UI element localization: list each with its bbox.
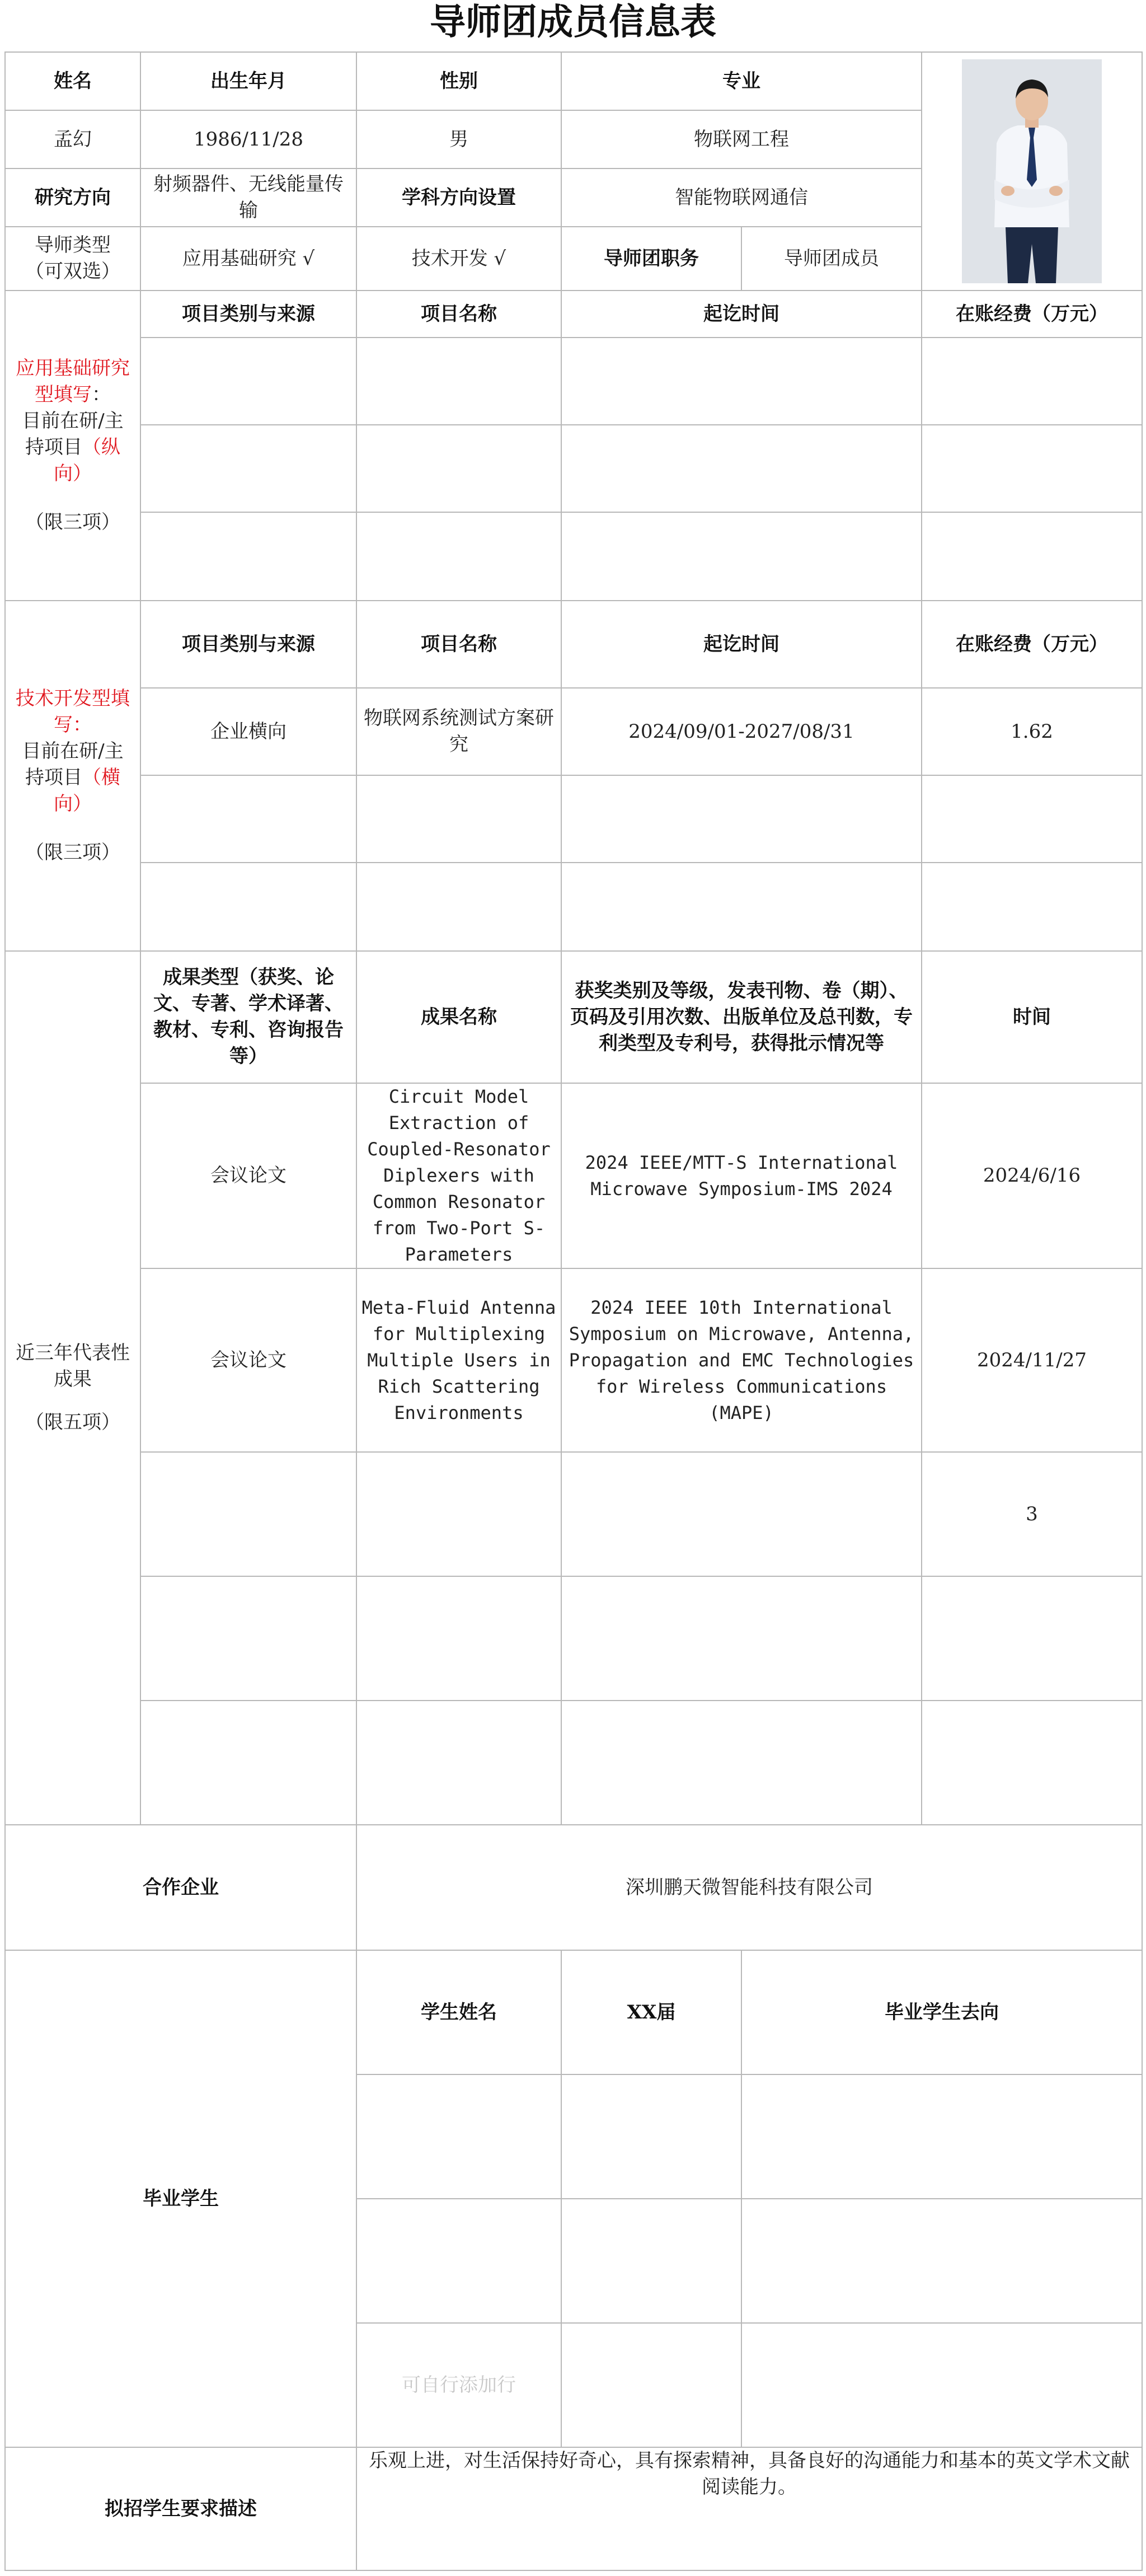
role-value: 导师团成员 [741,227,922,291]
info-form-table [4,51,1143,2571]
achievement-time: 3 [922,1452,1142,1576]
research-value: 射频器件、无线能量传输 [140,168,356,227]
table-cell[interactable] [356,1576,561,1701]
graduates-header-class: XX届 [561,1950,741,2074]
applied-side-line7: 向） [54,462,92,485]
table-cell[interactable] [140,425,356,512]
table-cell[interactable] [561,2323,741,2447]
applied-section-side [5,291,140,601]
table-cell[interactable] [741,2074,1142,2199]
applied-side-line4: 目前在研/主 [22,410,124,432]
tech-side-line6: 向） [54,793,92,815]
graduates-header-destination: 毕业学生去向 [741,1950,1142,2074]
role-label: 导师团职务 [561,227,741,291]
tech-header-name: 项目名称 [356,601,561,688]
table-cell[interactable] [561,2199,741,2323]
achievements-side-limit: （限五项） [25,1411,120,1434]
major-label: 专业 [561,52,922,110]
table-cell[interactable] [356,775,561,863]
tech-row-name: 物联网系统测试方案研究 [356,688,561,775]
applied-header-funding: 在账经费（万元） [922,291,1142,338]
tech-row-source: 企业横向 [140,688,356,775]
tech-row-3 [5,863,1142,951]
achievement-row-4 [5,1576,1142,1701]
major-value: 物联网工程 [561,110,922,168]
mentor-type-label [5,227,140,291]
achievements-header-type: 成果类型（获奖、论文、专著、学术译著、教材、专利、咨询报告等） [140,951,356,1083]
tech-header-source: 项目类别与来源 [140,601,356,688]
achievements-header-time: 时间 [922,951,1142,1083]
table-cell[interactable] [356,338,561,425]
table-cell[interactable] [356,2199,561,2323]
table-cell[interactable] [922,1576,1142,1701]
tech-side-line2: 写： [54,714,92,736]
applied-side-line5: 持项目 [25,436,82,458]
type-applied-value: 应用基础研究 √ [140,227,356,291]
achievements-header-name: 成果名称 [356,951,561,1083]
tech-side-line4: 持项目 [25,766,82,789]
achievement-row-5 [5,1701,1142,1825]
tech-section-side [5,601,140,951]
add-row-hint[interactable]: 可自行添加行 [356,2323,561,2447]
tech-row-funding: 1.62 [922,688,1142,775]
table-cell[interactable] [922,425,1142,512]
tech-header-period: 起讫时间 [561,601,922,688]
achievement-time: 2024/6/16 [922,1083,1142,1268]
partner-label: 合作企业 [5,1825,356,1950]
gender-label: 性别 [356,52,561,110]
applied-side-limit: （限三项） [25,511,120,533]
table-cell[interactable] [922,863,1142,951]
achievement-time: 2024/11/27 [922,1268,1142,1452]
tech-side-line5: （横 [82,766,120,789]
table-cell[interactable] [356,512,561,601]
applied-row-1 [5,338,1142,425]
graduates-header-name: 学生姓名 [356,1950,561,2074]
applied-header-name: 项目名称 [356,291,561,338]
applied-side-line1: 应用基础研究 [16,357,130,380]
tech-side-limit: （限三项） [25,841,120,864]
applied-header-period: 起讫时间 [561,291,922,338]
achievement-row-3 [5,1452,1142,1576]
birth-label: 出生年月 [140,52,356,110]
table-cell[interactable] [140,338,356,425]
applied-row-2 [5,425,1142,512]
table-cell[interactable] [922,775,1142,863]
mentor-type-label-line1: 导师类型 [35,234,111,256]
table-cell[interactable] [561,425,922,512]
research-label: 研究方向 [5,168,140,227]
achievement-row-1 [5,1083,1142,1268]
table-cell[interactable] [140,863,356,951]
achievements-side [5,951,140,1825]
table-cell[interactable] [922,512,1142,601]
applied-side-line6: （纵 [82,436,120,458]
tech-side-line1: 技术开发型填 [16,687,130,710]
table-cell[interactable] [356,425,561,512]
table-cell[interactable] [140,512,356,601]
achievement-type: 会议论文 [140,1268,356,1452]
page-title: 导师团成员信息表 [430,2,716,43]
table-cell[interactable] [561,512,922,601]
table-cell[interactable] [561,775,922,863]
table-cell[interactable] [922,338,1142,425]
applied-row-3 [5,512,1142,601]
achievements-side-title: 近三年代表性成果 [16,1342,130,1390]
table-cell[interactable] [140,775,356,863]
achievement-name: Circuit Model Extraction of Coupled-Resonator Diplexers with Common Resonator from Two-Port S-Parameters [356,1083,561,1268]
table-cell[interactable] [561,2074,741,2199]
table-cell[interactable] [741,2323,1142,2447]
type-tech-value: 技术开发 √ [356,227,561,291]
table-cell[interactable] [356,2074,561,2199]
applied-header-source: 项目类别与来源 [140,291,356,338]
achievement-type: 会议论文 [140,1083,356,1268]
table-cell[interactable] [561,1701,922,1825]
tech-row-1 [5,688,1142,775]
table-cell[interactable] [741,2199,1142,2323]
tech-header-funding: 在账经费（万元） [922,601,1142,688]
achievement-row-2 [5,1268,1142,1452]
photo-cell [922,52,1142,291]
table-cell[interactable] [561,863,922,951]
requirement-text: 乐观上进，对生活保持好奇心，具有探索精神，具备良好的沟通能力和基本的英文学术文献阅读能力。 [356,2447,1142,2570]
achievement-detail[interactable] [561,1452,922,1576]
requirement-label: 拟招学生要求描述 [5,2447,356,2570]
achievements-header-detail: 获奖类别及等级，发表刊物、卷（期）、页码及引用次数、出版单位及总刊数，专利类型及专利号，获得批示情况等 [561,951,922,1083]
gender-value: 男 [356,110,561,168]
achievement-name: Meta-Fluid Antenna for Multiplexing Multiple Users in Rich Scattering Environments [356,1268,561,1452]
partner-value: 深圳鹏天微智能科技有限公司 [356,1825,1142,1950]
portrait-photo [962,59,1102,283]
table-cell[interactable] [140,1701,356,1825]
name-label: 姓名 [5,52,140,110]
achievement-detail: 2024 IEEE 10th International Symposium on Microwave, Antenna, Propagation and EMC Technologies for Wireless Communications (MAPE) [561,1268,922,1452]
applied-side-line2: 型填写 [35,383,92,406]
mentor-type-label-line2: （可双选） [25,260,120,283]
achievement-type[interactable] [140,1452,356,1576]
table-cell[interactable] [561,1576,922,1701]
tech-row-2 [5,775,1142,863]
table-cell[interactable] [561,338,922,425]
achievement-detail: 2024 IEEE/MTT-S International Microwave Symposium-IMS 2024 [561,1083,922,1268]
graduates-label: 毕业学生 [5,1950,356,2447]
tech-row-period: 2024/09/01-2027/08/31 [561,688,922,775]
table-cell[interactable] [922,1701,1142,1825]
discipline-label: 学科方向设置 [356,168,561,227]
table-cell[interactable] [356,1701,561,1825]
table-cell[interactable] [140,1576,356,1701]
table-cell[interactable] [356,863,561,951]
portrait-icon [962,59,1102,283]
discipline-value: 智能物联网通信 [561,168,922,227]
achievement-name[interactable] [356,1452,561,1576]
name-value: 孟幻 [5,110,140,168]
tech-side-line3: 目前在研/主 [22,740,124,762]
birth-value: 1986/11/28 [140,110,356,168]
applied-side-line3: ： [92,383,111,406]
